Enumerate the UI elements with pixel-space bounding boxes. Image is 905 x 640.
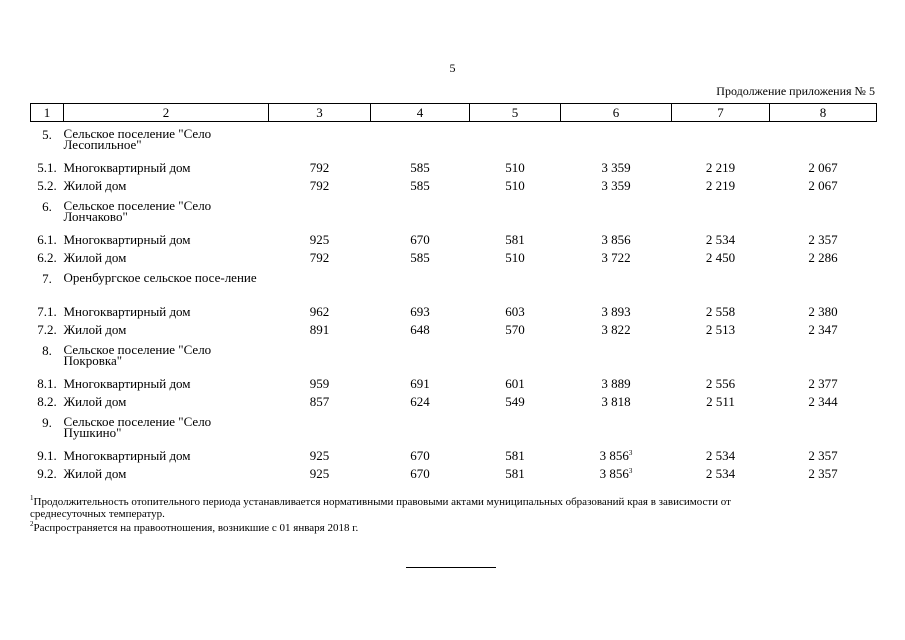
- footnote-ref: 3: [628, 449, 633, 457]
- value-text: 3 856: [601, 232, 631, 247]
- building-type: Многоквартирный дом: [63, 232, 191, 247]
- value-text: 959: [309, 376, 330, 391]
- row-number: 8.1.: [37, 376, 57, 391]
- row-number: 8.: [42, 343, 52, 358]
- empty-cell: [470, 269, 561, 305]
- row-number: 9.2.: [37, 466, 57, 481]
- value-text: 670: [410, 448, 430, 463]
- value-cell: [561, 305, 672, 323]
- value-cell: [470, 179, 561, 197]
- building-type: Жилой дом: [63, 466, 127, 481]
- table-row: [31, 323, 877, 341]
- value-text: 2 357: [808, 232, 838, 247]
- settlement-name: Сельское поселение "Село Лончаково": [63, 198, 212, 224]
- value-text: 549: [505, 394, 525, 409]
- value-text: 570: [505, 322, 525, 337]
- table-row: [31, 179, 877, 197]
- value-text: 3 818: [601, 394, 631, 409]
- value-text: 691: [410, 376, 430, 391]
- value-text: 3 856: [599, 448, 629, 463]
- value-text: 2 219: [705, 160, 736, 175]
- value-text: 3 359: [601, 160, 631, 175]
- value-cell: [770, 377, 877, 395]
- value-cell: [770, 251, 877, 269]
- continuation-label: Продолжение приложения № 5: [716, 84, 875, 98]
- header-cell: 4: [371, 104, 470, 122]
- building-type: Многоквартирный дом: [63, 448, 191, 463]
- value-cell: [561, 377, 672, 395]
- building-type: Многоквартирный дом: [63, 160, 191, 175]
- header-cell: 8: [770, 104, 877, 122]
- value-text: 603: [505, 304, 525, 319]
- empty-cell: [672, 413, 770, 449]
- empty-cell: [672, 269, 770, 305]
- value-cell: [770, 179, 877, 197]
- row-number: 6.1.: [37, 232, 57, 247]
- building-type: Жилой дом: [63, 322, 127, 337]
- value-cell: [672, 323, 770, 341]
- empty-cell: [561, 269, 672, 305]
- header-cell: 3: [269, 104, 371, 122]
- value-cell: [269, 233, 371, 251]
- empty-cell: [371, 341, 470, 377]
- row-number: 7.2.: [37, 322, 57, 337]
- section-row: [31, 197, 877, 233]
- settlement-name: Сельское поселение "Село Пушкино": [63, 414, 212, 440]
- value-cell: [770, 395, 877, 413]
- settlement-name: Оренбургское сельское посе-ление: [63, 270, 257, 285]
- footnote-2-mark: 2: [30, 520, 34, 528]
- value-text: 3 856: [599, 466, 629, 481]
- value-text: 925: [309, 466, 330, 481]
- value-cell: [269, 161, 371, 179]
- value-cell: [672, 179, 770, 197]
- value-text: 2 534: [705, 466, 736, 481]
- value-cell: [371, 161, 470, 179]
- empty-cell: [371, 122, 470, 162]
- table-row: [31, 233, 877, 251]
- empty-cell: [371, 413, 470, 449]
- value-cell: [371, 251, 470, 269]
- value-cell: [770, 305, 877, 323]
- value-text: 585: [410, 178, 430, 193]
- empty-cell: [470, 341, 561, 377]
- section-row: [31, 341, 877, 377]
- value-cell: [371, 377, 470, 395]
- empty-cell: [371, 269, 470, 305]
- empty-cell: [269, 269, 371, 305]
- empty-cell: [561, 413, 672, 449]
- row-number: 9.1.: [37, 448, 57, 463]
- empty-cell: [770, 269, 877, 305]
- empty-cell: [770, 413, 877, 449]
- table-row: [31, 395, 877, 413]
- value-cell: [269, 377, 371, 395]
- value-text: 581: [505, 232, 525, 247]
- value-cell: [770, 323, 877, 341]
- empty-cell: [672, 197, 770, 233]
- value-cell: [561, 449, 672, 467]
- value-cell: [672, 233, 770, 251]
- value-cell: [770, 233, 877, 251]
- footnote-1-continuation: среднесуточных температур.: [30, 508, 165, 520]
- table-body: [31, 122, 877, 486]
- footnote-1: [30, 496, 876, 508]
- building-type: Жилой дом: [63, 394, 127, 409]
- building-type: Жилой дом: [63, 250, 127, 265]
- empty-cell: [371, 197, 470, 233]
- value-cell: [269, 179, 371, 197]
- value-cell: [470, 467, 561, 485]
- value-text: 962: [309, 304, 330, 319]
- value-cell: [672, 305, 770, 323]
- value-text: 670: [410, 466, 430, 481]
- value-cell: [672, 251, 770, 269]
- value-cell: [470, 233, 561, 251]
- value-text: 3 359: [601, 178, 631, 193]
- row-number: 6.2.: [37, 250, 57, 265]
- row-number: 7.: [42, 271, 52, 286]
- empty-cell: [269, 197, 371, 233]
- value-cell: [371, 179, 470, 197]
- value-text: 857: [309, 394, 330, 409]
- value-text: 581: [505, 448, 525, 463]
- value-text: 3 822: [601, 322, 631, 337]
- value-text: 693: [410, 304, 430, 319]
- value-cell: [561, 179, 672, 197]
- header-cell: 7: [672, 104, 770, 122]
- value-cell: [371, 305, 470, 323]
- header-row: [31, 104, 877, 122]
- empty-cell: [269, 122, 371, 162]
- empty-cell: [470, 197, 561, 233]
- empty-cell: [561, 122, 672, 162]
- page-number: 5: [449, 61, 456, 75]
- table-row: [31, 305, 877, 323]
- value-cell: [269, 467, 371, 485]
- value-cell: [672, 449, 770, 467]
- settlement-name: Сельское поселение "Село Покровка": [63, 342, 212, 368]
- value-text: 925: [309, 448, 330, 463]
- row-number: 5.2.: [37, 178, 57, 193]
- value-text: 891: [309, 322, 330, 337]
- value-cell: [561, 395, 672, 413]
- empty-cell: [470, 122, 561, 162]
- value-text: 792: [309, 178, 330, 193]
- value-cell: [269, 395, 371, 413]
- footnote-1-text: Продолжительность отопительного периода устанавливается нормативными правовыми актами муниципальных образований края в зависимости от: [33, 496, 731, 508]
- value-text: 670: [410, 232, 430, 247]
- header-cell: 6: [561, 104, 672, 122]
- value-text: 2 067: [808, 178, 838, 193]
- empty-cell: [770, 341, 877, 377]
- value-text: 2 377: [808, 376, 838, 391]
- building-type: Жилой дом: [63, 178, 127, 193]
- value-text: 648: [410, 322, 430, 337]
- value-cell: [672, 395, 770, 413]
- value-cell: [470, 449, 561, 467]
- value-cell: [672, 161, 770, 179]
- empty-cell: [561, 197, 672, 233]
- empty-cell: [269, 413, 371, 449]
- header-cell: 2: [64, 104, 269, 122]
- tariff-table: [30, 103, 877, 485]
- value-cell: [672, 377, 770, 395]
- value-text: 792: [309, 160, 330, 175]
- empty-cell: [770, 122, 877, 162]
- value-text: 510: [505, 250, 525, 265]
- value-text: 925: [309, 232, 330, 247]
- empty-cell: [269, 341, 371, 377]
- empty-cell: [470, 413, 561, 449]
- value-text: 2 450: [705, 250, 736, 265]
- value-text: 585: [410, 160, 430, 175]
- value-cell: [470, 251, 561, 269]
- value-text: 2 513: [705, 322, 736, 337]
- footnote-1-mark: 1: [30, 494, 34, 502]
- value-cell: [561, 467, 672, 485]
- value-cell: [770, 161, 877, 179]
- value-text: 2 286: [808, 250, 838, 265]
- value-text: 2 556: [705, 376, 736, 391]
- value-text: 2 511: [706, 394, 735, 409]
- empty-cell: [672, 341, 770, 377]
- header-cell: 5: [470, 104, 561, 122]
- header-cell: 1: [31, 104, 64, 122]
- value-text: 624: [410, 394, 430, 409]
- value-cell: [371, 449, 470, 467]
- value-cell: [269, 251, 371, 269]
- value-cell: [561, 323, 672, 341]
- value-text: 2 344: [808, 394, 838, 409]
- building-type: Многоквартирный дом: [63, 376, 191, 391]
- row-number: 9.: [42, 415, 52, 430]
- value-text: 2 380: [808, 304, 838, 319]
- value-text: 792: [309, 250, 330, 265]
- value-text: 510: [505, 160, 525, 175]
- value-text: 3 893: [601, 304, 631, 319]
- section-row: [31, 269, 877, 305]
- value-text: 2 219: [705, 178, 736, 193]
- row-number: 5.1.: [37, 160, 57, 175]
- value-cell: [672, 467, 770, 485]
- value-text: 2 534: [705, 232, 736, 247]
- value-text: 2 357: [808, 448, 838, 463]
- value-cell: [269, 449, 371, 467]
- value-cell: [770, 467, 877, 485]
- value-text: 2 067: [808, 160, 838, 175]
- value-text: 2 558: [705, 304, 736, 319]
- value-text: 581: [505, 466, 525, 481]
- table-row: [31, 251, 877, 269]
- value-cell: [470, 161, 561, 179]
- value-cell: [561, 251, 672, 269]
- empty-cell: [770, 197, 877, 233]
- value-text: 3 722: [601, 250, 631, 265]
- value-cell: [561, 161, 672, 179]
- value-cell: [770, 449, 877, 467]
- value-cell: [470, 377, 561, 395]
- building-type: Многоквартирный дом: [63, 304, 191, 319]
- section-row: [31, 413, 877, 449]
- empty-cell: [561, 341, 672, 377]
- value-text: 601: [505, 376, 525, 391]
- footnotes: [30, 496, 876, 534]
- end-rule: [406, 567, 496, 568]
- value-cell: [470, 305, 561, 323]
- value-cell: [371, 323, 470, 341]
- value-text: 3 889: [601, 376, 631, 391]
- value-text: 2 357: [808, 466, 838, 481]
- value-text: 2 347: [808, 322, 838, 337]
- table-row: [31, 467, 877, 485]
- value-cell: [561, 233, 672, 251]
- footnote-2-text: Распространяется на правоотношения, возникшие с 01 января 2018 г.: [33, 522, 359, 534]
- table-row: [31, 449, 877, 467]
- value-cell: [269, 323, 371, 341]
- row-number: 8.2.: [37, 394, 57, 409]
- footnote-2: [30, 522, 876, 534]
- value-cell: [371, 395, 470, 413]
- row-number: 7.1.: [37, 304, 57, 319]
- value-text: 585: [410, 250, 430, 265]
- value-text: 2 534: [705, 448, 736, 463]
- table-row: [31, 161, 877, 179]
- footnote-ref: 3: [628, 467, 633, 475]
- section-row: [31, 122, 877, 162]
- value-cell: [269, 305, 371, 323]
- value-text: 510: [505, 178, 525, 193]
- value-cell: [371, 467, 470, 485]
- value-cell: [371, 233, 470, 251]
- empty-cell: [672, 122, 770, 162]
- value-cell: [470, 323, 561, 341]
- value-cell: [470, 395, 561, 413]
- row-number: 6.: [42, 199, 52, 214]
- row-number: 5.: [42, 127, 52, 142]
- table-row: [31, 377, 877, 395]
- settlement-name: Сельское поселение "Село Лесопильное": [63, 126, 212, 152]
